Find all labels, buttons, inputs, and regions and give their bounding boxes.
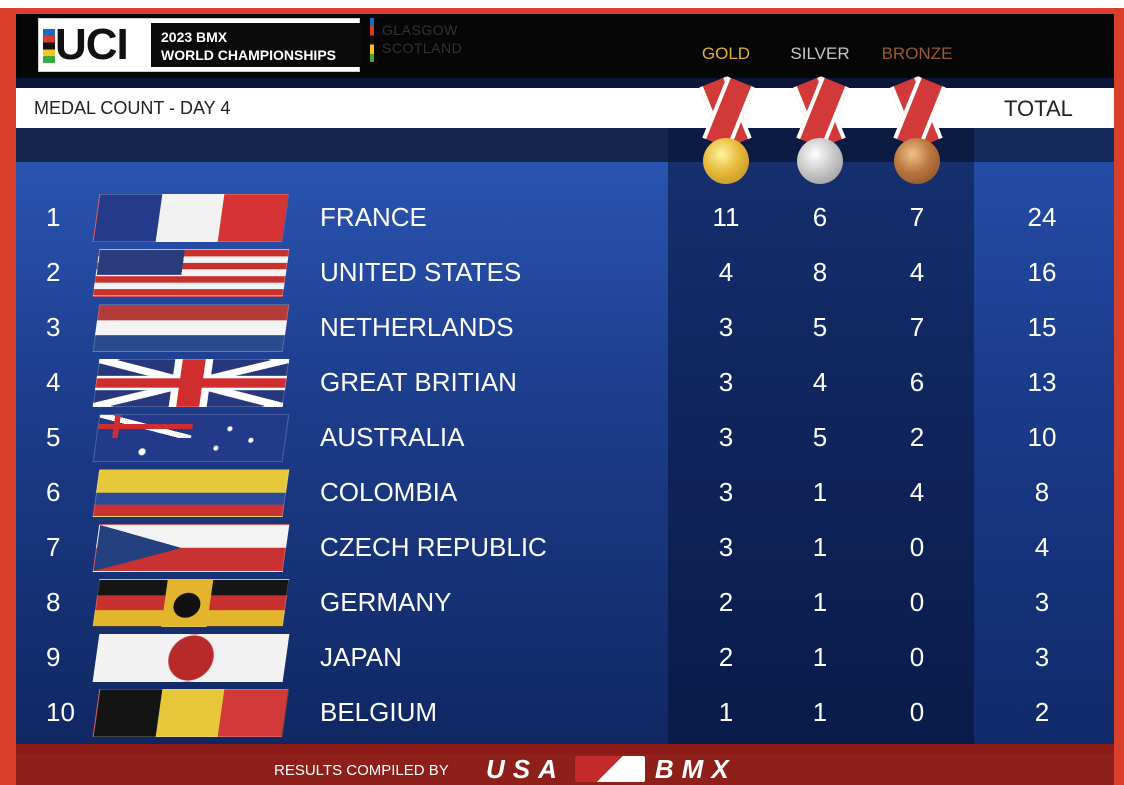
gold-count: 3 bbox=[718, 367, 734, 397]
country-name: AUSTRALIA bbox=[320, 422, 465, 452]
gold-count: 3 bbox=[718, 532, 734, 562]
total-count: 13 bbox=[1027, 367, 1057, 397]
bronze-medal-icon bbox=[887, 82, 947, 192]
bronze-count: 6 bbox=[909, 367, 925, 397]
silver-count: 5 bbox=[812, 422, 828, 452]
country-name: GREAT BRITIAN bbox=[320, 367, 517, 397]
country-name: GERMANY bbox=[320, 587, 452, 617]
bronze-column-header: BRONZE bbox=[881, 44, 953, 63]
colombia-flag-icon bbox=[93, 469, 290, 517]
silver-disc bbox=[797, 138, 843, 184]
silver-count: 6 bbox=[812, 202, 828, 232]
japan-flag-icon bbox=[93, 634, 290, 682]
gold-medal-icon bbox=[696, 82, 756, 192]
subheader-bar bbox=[16, 88, 1114, 128]
venue bbox=[370, 18, 484, 62]
table-row bbox=[16, 575, 1114, 629]
rank: 4 bbox=[46, 367, 61, 397]
silver-count: 1 bbox=[812, 642, 828, 672]
rank: 10 bbox=[46, 697, 75, 727]
table-row bbox=[16, 465, 1114, 519]
bronze-count: 7 bbox=[909, 202, 925, 232]
table-row bbox=[16, 190, 1114, 244]
rank: 3 bbox=[46, 312, 61, 342]
netherlands-flag-icon bbox=[93, 304, 290, 352]
championship-year: 2023 BMX bbox=[161, 29, 228, 45]
gold-count: 3 bbox=[718, 312, 734, 342]
bronze-count: 0 bbox=[909, 642, 925, 672]
gold-count: 11 bbox=[712, 202, 740, 232]
total-count: 3 bbox=[1034, 642, 1050, 672]
header-bar bbox=[16, 14, 1114, 78]
gold-count: 3 bbox=[718, 477, 734, 507]
total-count: 16 bbox=[1027, 257, 1057, 287]
bronze-count: 4 bbox=[909, 477, 925, 507]
table-row bbox=[16, 685, 1114, 739]
total-count: 8 bbox=[1034, 477, 1050, 507]
gold-count: 1 bbox=[718, 697, 734, 727]
country-name: BELGIUM bbox=[320, 697, 438, 727]
bronze-count: 0 bbox=[909, 532, 925, 562]
country-name: UNITED STATES bbox=[320, 257, 522, 287]
bronze-disc bbox=[894, 138, 940, 184]
uci-rainbow-stripe bbox=[43, 29, 55, 63]
gold-count: 2 bbox=[718, 642, 734, 672]
usa-wordmark: USA bbox=[486, 753, 565, 784]
venue-country: SCOTLAND bbox=[382, 40, 463, 56]
gold-count: 3 bbox=[718, 422, 734, 452]
total-count: 4 bbox=[1034, 532, 1050, 562]
belgium-flag-icon bbox=[93, 689, 290, 737]
silver-count: 1 bbox=[812, 477, 828, 507]
country-name: CZECH REPUBLIC bbox=[320, 532, 547, 562]
medal-board bbox=[16, 14, 1114, 754]
australia-flag-icon bbox=[93, 414, 290, 462]
rank: 1 bbox=[46, 202, 61, 232]
silver-count: 8 bbox=[812, 257, 828, 287]
usa-bmx-logo bbox=[486, 753, 906, 784]
rank: 8 bbox=[46, 587, 61, 617]
bronze-count: 7 bbox=[909, 312, 925, 342]
gold-disc bbox=[703, 138, 749, 184]
table-row bbox=[16, 355, 1114, 409]
bronze-count: 0 bbox=[909, 697, 925, 727]
bmx-wordmark: BMX bbox=[654, 753, 737, 784]
gold-column-header: GOLD bbox=[701, 44, 751, 63]
uci-wordmark: UCI bbox=[55, 20, 128, 69]
country-name: FRANCE bbox=[320, 202, 427, 232]
bronze-count: 0 bbox=[909, 587, 925, 617]
medal-count-title: MEDAL COUNT - DAY 4 bbox=[34, 98, 231, 118]
silver-column-header: SILVER bbox=[790, 44, 850, 63]
uk-flag-icon bbox=[93, 359, 290, 407]
bronze-count: 4 bbox=[909, 257, 925, 287]
france-flag-icon bbox=[93, 194, 290, 242]
venue-city: GLASGOW bbox=[382, 22, 458, 38]
silver-count: 1 bbox=[812, 697, 828, 727]
table-row bbox=[16, 300, 1114, 354]
gold-count: 2 bbox=[718, 587, 734, 617]
silver-count: 5 bbox=[812, 312, 828, 342]
uci-logo bbox=[38, 18, 360, 72]
total-count: 2 bbox=[1034, 697, 1050, 727]
silver-count: 4 bbox=[812, 367, 828, 397]
table-row bbox=[16, 245, 1114, 299]
total-count: 15 bbox=[1027, 312, 1057, 342]
total-count: 3 bbox=[1034, 587, 1050, 617]
total-column-header: TOTAL bbox=[1004, 96, 1073, 121]
footer-bar bbox=[16, 754, 1114, 785]
country-name: COLOMBIA bbox=[320, 477, 458, 507]
country-name: JAPAN bbox=[320, 642, 402, 672]
silver-medal-icon bbox=[790, 82, 850, 192]
rank: 2 bbox=[46, 257, 61, 287]
rank: 6 bbox=[46, 477, 61, 507]
results-compiled-label: RESULTS COMPILED BY bbox=[274, 762, 449, 779]
silver-count: 1 bbox=[812, 587, 828, 617]
championship-name: WORLD CHAMPIONSHIPS bbox=[161, 47, 336, 63]
footer-edge bbox=[16, 744, 1114, 754]
rank: 5 bbox=[46, 422, 61, 452]
total-count: 24 bbox=[1027, 202, 1057, 232]
total-count: 10 bbox=[1027, 422, 1057, 452]
germany-flag-icon bbox=[93, 579, 290, 627]
czech-flag-icon bbox=[93, 524, 290, 572]
rank: 7 bbox=[46, 532, 61, 562]
silver-count: 1 bbox=[812, 532, 828, 562]
usa-flag-icon bbox=[93, 249, 290, 297]
table-row bbox=[16, 630, 1114, 684]
country-name: NETHERLANDS bbox=[320, 312, 514, 342]
gold-count: 4 bbox=[718, 257, 734, 287]
championship-title bbox=[151, 23, 361, 67]
table-row bbox=[16, 520, 1114, 574]
rank: 9 bbox=[46, 642, 61, 672]
table-row bbox=[16, 410, 1114, 464]
usa-bmx-emblem-icon bbox=[575, 756, 645, 782]
bronze-count: 2 bbox=[909, 422, 925, 452]
